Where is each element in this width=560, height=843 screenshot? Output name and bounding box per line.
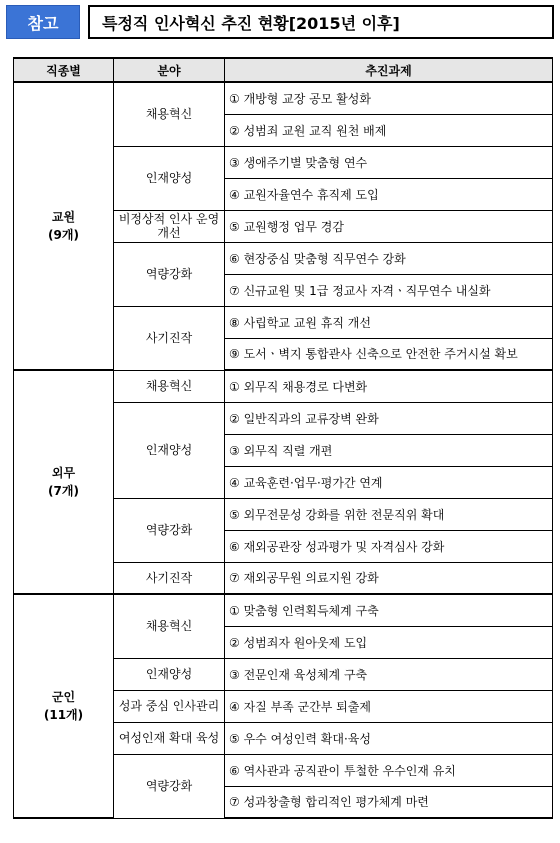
task-cell: ① 개방형 교장 공모 활성화 xyxy=(225,82,553,114)
area-cell: 채용혁신 xyxy=(114,370,225,402)
task-cell: ⑦ 재외공무원 의료지원 강화 xyxy=(225,562,553,594)
task-cell: ④ 자질 부족 군간부 퇴출제 xyxy=(225,690,553,722)
area-cell: 역량강화 xyxy=(114,498,225,562)
table-row xyxy=(14,594,553,626)
reference-tag: 참고 xyxy=(6,5,80,39)
column-header: 분야 xyxy=(114,58,225,82)
task-cell: ⑦ 신규교원 및 1급 정교사 자격ㆍ직무연수 내실화 xyxy=(225,274,553,306)
job-category-cell xyxy=(14,594,114,818)
task-cell: ⑤ 외무전문성 강화를 위한 전문직위 확대 xyxy=(225,498,553,530)
area-cell: 인재양성 xyxy=(114,658,225,690)
area-cell: 역량강화 xyxy=(114,754,225,818)
area-cell: 사기진작 xyxy=(114,562,225,594)
task-cell: ⑥ 역사관과 공직관이 투철한 우수인재 유치 xyxy=(225,754,553,786)
task-cell: ② 일반직과의 교류장벽 완화 xyxy=(225,402,553,434)
job-category-cell xyxy=(14,370,114,594)
header xyxy=(6,5,554,39)
task-cell: ④ 교육훈련·업무·평가간 연계 xyxy=(225,466,553,498)
task-cell: ⑤ 교원행정 업무 경감 xyxy=(225,210,553,242)
task-cell: ⑧ 사립학교 교원 휴직 개선 xyxy=(225,306,553,338)
job-category-name: 교원 xyxy=(51,210,76,224)
task-cell: ① 외무직 채용경로 다변화 xyxy=(225,370,553,402)
task-cell: ⑤ 우수 여성인력 확대·육성 xyxy=(225,722,553,754)
job-category-count: (9개) xyxy=(48,228,79,242)
task-cell: ② 성범죄 교원 교직 원천 배제 xyxy=(225,114,553,146)
task-cell: ① 맞춤형 인력획득체계 구축 xyxy=(225,594,553,626)
task-cell: ④ 교원자율연수 휴직제 도입 xyxy=(225,178,553,210)
task-cell: ③ 생애주기별 맞춤형 연수 xyxy=(225,146,553,178)
job-category-count: (11개) xyxy=(43,708,84,722)
job-category-count: (7개) xyxy=(48,484,79,498)
document-title: 특정직 인사혁신 추진 현황[2015년 이후] xyxy=(88,5,554,39)
area-cell: 역량강화 xyxy=(114,242,225,306)
task-cell: ⑥ 현장중심 맞춤형 직무연수 강화 xyxy=(225,242,553,274)
task-cell: ⑥ 재외공관장 성과평가 및 자격심사 강화 xyxy=(225,530,553,562)
job-category-name: 외무 xyxy=(51,466,76,480)
table-header-row xyxy=(14,58,553,82)
task-cell: ③ 전문인재 육성체계 구축 xyxy=(225,658,553,690)
job-category-cell xyxy=(14,82,114,370)
area-cell: 인재양성 xyxy=(114,402,225,498)
job-category-name: 군인 xyxy=(51,690,76,704)
area-cell: 비정상적 인사 운영 개선 xyxy=(114,210,225,242)
area-cell: 여성인재 확대 육성 xyxy=(114,722,225,754)
table-row xyxy=(14,82,553,114)
task-cell: ③ 외무직 직렬 개편 xyxy=(225,434,553,466)
area-cell: 사기진작 xyxy=(114,306,225,370)
area-cell: 인재양성 xyxy=(114,146,225,210)
area-cell: 채용혁신 xyxy=(114,594,225,658)
table-row xyxy=(14,370,553,402)
area-cell: 채용혁신 xyxy=(114,82,225,146)
column-header: 직종별 xyxy=(14,58,114,82)
area-cell: 성과 중심 인사관리 xyxy=(114,690,225,722)
task-cell: ② 성범죄자 원아웃제 도입 xyxy=(225,626,553,658)
task-cell: ⑦ 성과창출형 합리적인 평가체계 마련 xyxy=(225,786,553,818)
reform-status-table xyxy=(13,57,553,819)
task-cell: ⑨ 도서ㆍ벽지 통합관사 신축으로 안전한 주거시설 확보 xyxy=(225,338,553,370)
column-header: 추진과제 xyxy=(225,58,553,82)
